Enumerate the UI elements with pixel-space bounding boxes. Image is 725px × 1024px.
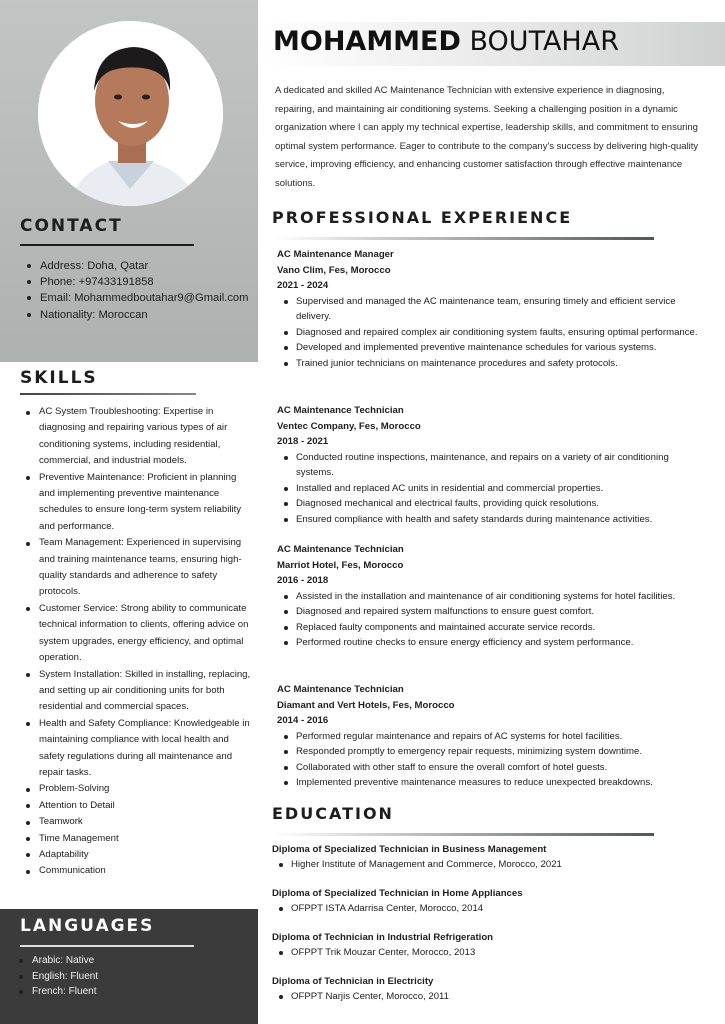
contact-address: Address: Doha, Qatar [22, 258, 252, 274]
job-bullet: Performed routine checks to ensure energy efficiency and system performance. [277, 635, 707, 651]
language-item: French: Fluent [14, 984, 244, 1000]
job-entry [277, 542, 707, 651]
education-details [272, 945, 712, 961]
job-bullet: Performed regular maintenance and repairs of AC systems for hotel facilities. [277, 729, 707, 745]
skills-divider [20, 393, 196, 395]
job-bullets [277, 589, 707, 651]
education-detail: OFPPT ISTA Adarrisa Center, Morocco, 2014 [272, 901, 712, 917]
job-title: AC Maintenance Technician [277, 544, 404, 555]
job-bullet: Collaborated with other staff to ensure the overall comfort of hotel guests. [277, 760, 707, 776]
full-name [273, 26, 619, 57]
education-entry [272, 931, 712, 961]
skill-item: System Installation: Skilled in installing, replacing, and setting up air conditioning units for both residential and commercial spaces. [21, 667, 253, 716]
skill-item: Team Management: Experienced in supervising and training maintenance teams, ensuring high-quality standards and adherence to safety protocols. [21, 535, 253, 601]
contact-list [22, 258, 252, 323]
education-title: Diploma of Technician in Electricity [272, 976, 434, 987]
job-dates: 2014 - 2016 [277, 715, 329, 726]
job-dates: 2016 - 2018 [277, 575, 329, 586]
job-title: AC Maintenance Technician [277, 684, 404, 695]
job-bullet: Developed and implemented preventive maintenance schedules for various systems. [277, 340, 707, 356]
job-entry [277, 403, 707, 527]
job-bullet: Diagnosed mechanical and electrical faults, providing quick resolutions. [277, 496, 707, 512]
skill-item: Adaptability [21, 847, 253, 863]
education-heading: EDUCATION [272, 804, 394, 823]
skills-heading: SKILLS [20, 368, 98, 388]
skill-item: Preventive Maintenance: Proficient in planning and implementing preventive maintenance schedules to ensure long-term system reliability and performance. [21, 470, 253, 536]
languages-heading: LANGUAGES [20, 916, 155, 936]
job-bullet: Ensured compliance with health and safety standards during maintenance activities. [277, 512, 707, 528]
skill-item: Attention to Detail [21, 798, 253, 814]
job-bullet: Conducted routine inspections, maintenance, and repairs on a variety of air conditioning systems. [277, 450, 707, 481]
profile-summary: A dedicated and skilled AC Maintenance Technician with extensive experience in diagnosing, repairing, and maintaining air conditioning systems. Seeking a challenging position in a dynamic organization where I can apply my technical expertise, leadership skills, and commitment to ensuring optimal system performance. Eager to contribute to the company's success by delivering high-quality service, improving efficiency, and enhancing customer satisfaction through effective maintenance solutions. [275, 85, 699, 189]
job-title: AC Maintenance Manager [277, 249, 394, 260]
job-bullets [277, 450, 707, 528]
job-bullet: Diagnosed and repaired complex air conditioning system faults, ensuring optimal performance. [277, 325, 707, 341]
education-divider [272, 833, 654, 836]
education-entry [272, 975, 712, 1005]
languages-divider [20, 945, 194, 947]
job-bullet: Replaced faulty components and maintained accurate service records. [277, 620, 707, 636]
skill-item: Health and Safety Compliance: Knowledgeable in maintaining compliance with local health and safety regulations during all maintenance and repair tasks. [21, 716, 253, 782]
education-details [272, 857, 712, 873]
job-bullet: Installed and replaced AC units in residential and commercial properties. [277, 481, 707, 497]
skill-item: Communication [21, 863, 253, 879]
skill-item: Problem-Solving [21, 781, 253, 797]
contact-divider [20, 244, 194, 246]
job-entry [277, 682, 707, 791]
education-title: Diploma of Specialized Technician in Business Management [272, 844, 547, 855]
skill-item: Customer Service: Strong ability to communicate technical information to clients, offering advice on system upgrades, energy efficiency, and optimal operation. [21, 601, 253, 667]
job-company: Marriot Hotel, Fes, Morocco [277, 559, 404, 571]
profile-photo-image [38, 21, 223, 206]
skill-item: Teamwork [21, 814, 253, 830]
job-company: Vano Clim, Fes, Morocco [277, 264, 391, 276]
language-item: Arabic: Native [14, 953, 244, 969]
job-bullet: Implemented preventive maintenance measures to reduce unexpected breakdowns. [277, 775, 707, 791]
education-entry [272, 887, 712, 917]
job-bullet: Trained junior technicians on maintenance procedures and safety protocols. [277, 356, 707, 372]
job-company: Ventec Company, Fes, Morocco [277, 420, 421, 432]
language-item: English: Fluent [14, 969, 244, 985]
job-dates: 2021 - 2024 [277, 280, 329, 291]
education-detail: OFPPT Trik Mouzar Center, Morocco, 2013 [272, 945, 712, 961]
job-entry [277, 247, 707, 371]
sidebar [0, 0, 258, 1024]
skills-list [21, 404, 253, 880]
education-title: Diploma of Technician in Industrial Refrigeration [272, 932, 494, 943]
contact-nationality: Nationality: Moroccan [22, 307, 252, 323]
languages-list [14, 953, 244, 1000]
education-details [272, 901, 712, 917]
job-company: Diamant and Vert Hotels, Fes, Morocco [277, 699, 455, 711]
contact-phone: Phone: +97433191858 [22, 274, 252, 290]
experience-heading: PROFESSIONAL EXPERIENCE [272, 208, 573, 227]
profile-photo [38, 21, 223, 206]
languages-section [0, 909, 258, 1024]
education-entry [272, 843, 712, 873]
contact-email[interactable]: Email: Mohammedboutahar9@Gmail.com [22, 290, 252, 306]
education-details [272, 989, 712, 1005]
first-name: MOHAMMED [273, 26, 461, 57]
job-bullet: Supervised and managed the AC maintenance team, ensuring timely and efficient service delivery. [277, 294, 707, 325]
education-detail: OFPPT Narjis Center, Morocco, 2011 [272, 989, 712, 1005]
job-bullets [277, 729, 707, 791]
contact-heading: CONTACT [20, 216, 123, 236]
education-title: Diploma of Specialized Technician in Home Appliances [272, 888, 523, 899]
skill-item: AC System Troubleshooting: Expertise in diagnosing and repairing various types of air conditioning systems, including residential, commercial, and industrial models. [21, 404, 253, 470]
job-bullet: Responded promptly to emergency repair requests, minimizing system downtime. [277, 744, 707, 760]
skill-item: Time Management [21, 831, 253, 847]
name-banner [263, 22, 725, 66]
job-bullet: Diagnosed and repaired system malfunctions to ensure guest comfort. [277, 604, 707, 620]
job-dates: 2018 - 2021 [277, 436, 329, 447]
job-bullets [277, 294, 707, 372]
job-title: AC Maintenance Technician [277, 405, 404, 416]
last-name: BOUTAHAR [469, 26, 619, 57]
education-detail: Higher Institute of Management and Commerce, Morocco, 2021 [272, 857, 712, 873]
job-bullet: Assisted in the installation and maintenance of air conditioning systems for hotel facilities. [277, 589, 707, 605]
experience-divider [272, 237, 654, 240]
